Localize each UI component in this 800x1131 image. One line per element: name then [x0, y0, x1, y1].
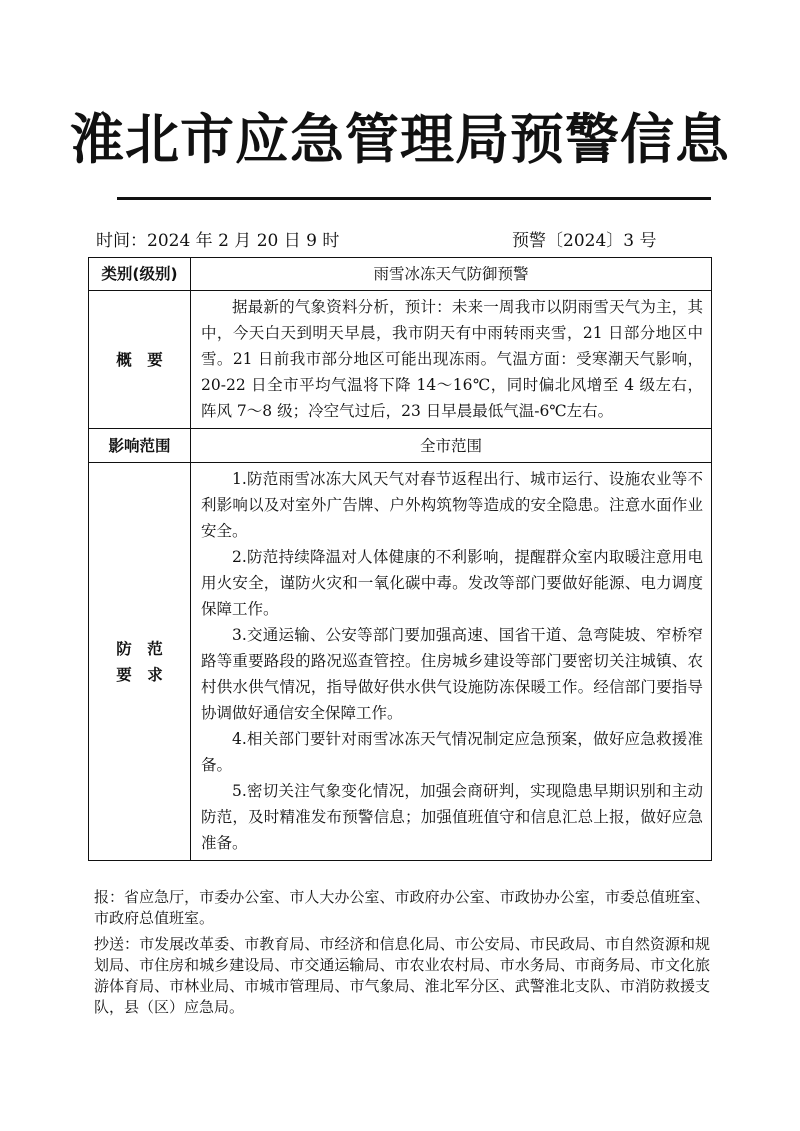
scope-value: 全市范围 — [191, 429, 712, 463]
requirements-label-line2: 要 求 — [116, 665, 163, 684]
summary-text: 据最新的气象资料分析，预计：未来一周我市以阴雨雪天气为主，其中，今天白天到明天早晨，我市阴天有中雨转雨夹雪，21 日部分地区中雪。21 日前我市部分地区可能出现冻雨。气温方面：受寒潮天气影响，20-22 日全市平均气温将下降 14～16℃，同时偏北风增至 4 级左右，阵风 7～8 级；冷空气过后，23 日早晨最低气温-6℃左右。 — [201, 298, 703, 420]
title-divider — [117, 197, 711, 200]
requirements-cell — [191, 463, 712, 861]
requirement-item: 2.防范持续降温对人体健康的不利影响，提醒群众室内取暖注意用电用火安全，谨防火灾和一氧化碳中毒。发改等部门要做好能源、电力调度保障工作。 — [201, 548, 703, 618]
requirement-item: 4.相关部门要针对雨雪冰冻天气情况制定应急预案，做好应急救援准备。 — [201, 730, 703, 774]
scope-row — [89, 429, 712, 463]
category-value: 雨雪冰冻天气防御预警 — [191, 258, 712, 291]
category-label: 类别(级别) — [89, 258, 191, 291]
summary-row — [89, 291, 712, 429]
requirements-label-line1: 防 范 — [116, 639, 163, 658]
requirements-label — [89, 463, 191, 861]
requirement-item: 5.密切关注气象变化情况，加强会商研判，实现隐患早期识别和主动防范，及时精准发布预警信息；加强值班值守和信息汇总上报，做好应急准备。 — [201, 782, 703, 852]
report-to: 报：省应急厅，市委办公室、市人大办公室、市政府办公室、市政协办公室，市委总值班室、市政府总值班室。 — [94, 888, 710, 927]
issue-time: 时间：2024 年 2 月 20 日 9 时 — [96, 231, 340, 251]
requirement-item: 1.防范雨雪冰冻大风天气对春节返程出行、城市运行、设施农业等不利影响以及对室外广告牌、户外构筑物等造成的安全隐患。注意水面作业安全。 — [201, 470, 703, 540]
scope-label: 影响范围 — [89, 429, 191, 463]
category-row — [89, 258, 712, 291]
summary-cell — [191, 291, 712, 429]
requirements-row — [89, 463, 712, 861]
warning-table — [88, 257, 712, 861]
copy-to: 抄送：市发展改革委、市教育局、市经济和信息化局、市公安局、市民政局、市自然资源和规划局、市住房和城乡建设局、市交通运输局、市农业农村局、市水务局、市商务局、市文化旅游体育局、市林业局、市城市管理局、市气象局、淮北军分区、武警淮北支队、市消防救援支队，县（区）应急局。 — [94, 935, 710, 1016]
summary-label: 概 要 — [89, 291, 191, 429]
document-title: 淮北市应急管理局预警信息 — [70, 108, 730, 171]
warning-number: 预警〔2024〕3 号 — [512, 231, 657, 251]
requirement-item: 3.交通运输、公安等部门要加强高速、国省干道、急弯陡坡、窄桥窄路等重要路段的路况巡查管控。住房城乡建设等部门要密切关注城镇、农村供水供气情况，指导做好供水供气设施防冻保暖工作。经信部门要指导协调做好通信安全保障工作。 — [201, 626, 703, 722]
